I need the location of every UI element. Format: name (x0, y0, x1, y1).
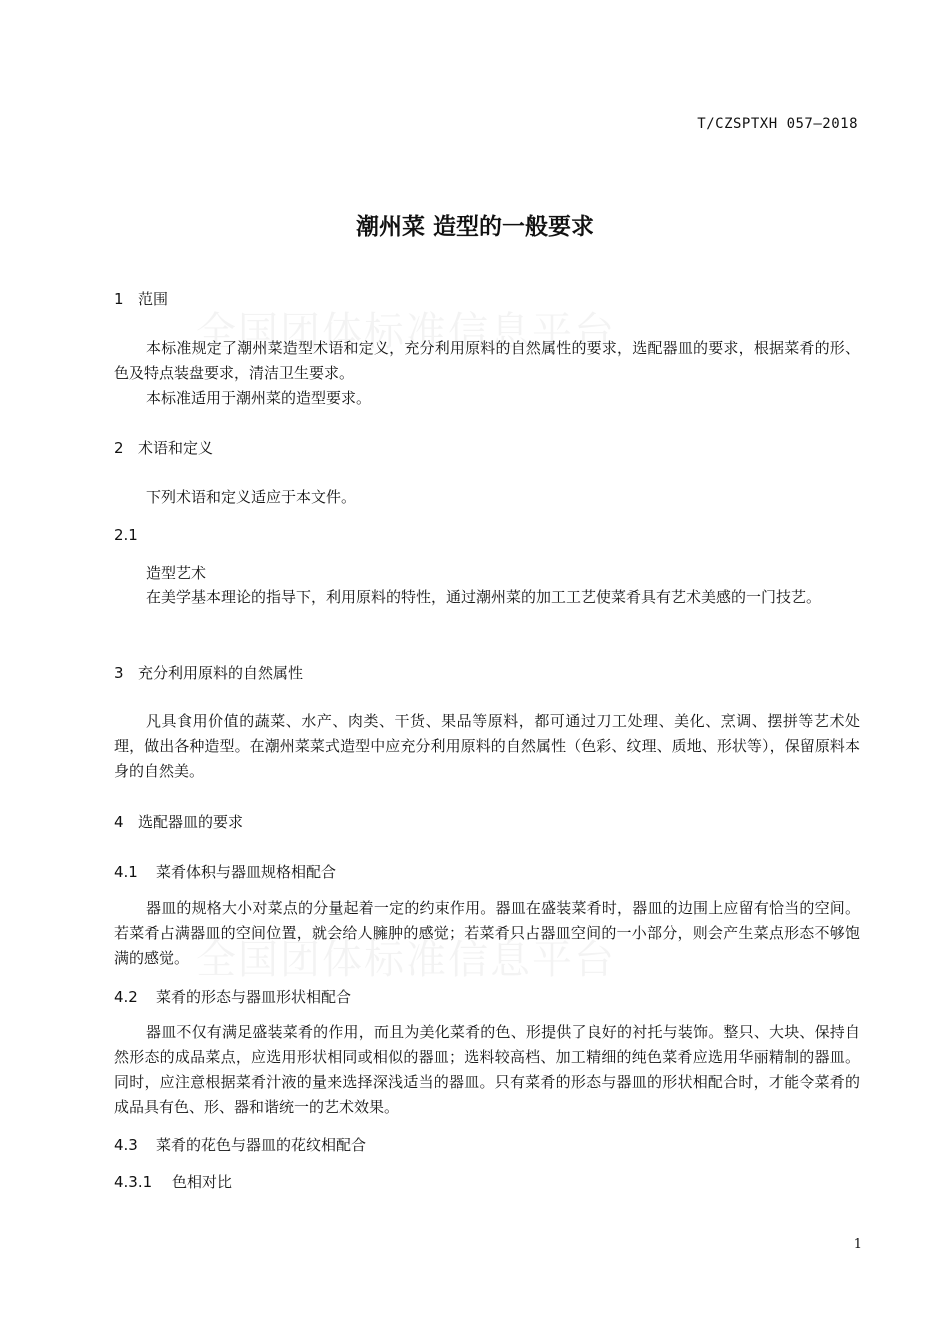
section-number: 4.3 (114, 1136, 138, 1154)
term-number-2-1: 2.1 (114, 526, 138, 544)
term-definition: 在美学基本理论的指导下，利用原料的特性，通过潮州菜的加工工艺使菜肴具有艺术美感的一门技艺。 (146, 588, 822, 606)
subsection-heading-4-2 (114, 986, 351, 1007)
paragraph: 本标准规定了潮州菜造型术语和定义，充分利用原料的自然属性的要求，选配器皿的要求，根据菜肴的形、色及特点装盘要求，清洁卫生要求。 (114, 339, 860, 382)
section-number: 4.2 (114, 988, 138, 1006)
section-number: 4.1 (114, 863, 138, 881)
section-title: 菜肴体积与器皿规格相配合 (156, 863, 337, 881)
paragraph: 本标准适用于潮州菜的造型要求。 (146, 389, 372, 407)
section-heading-2 (114, 437, 213, 458)
section-heading-1 (114, 288, 168, 309)
page-number: 1 (853, 1237, 862, 1252)
section-number: 4.3.1 (114, 1173, 153, 1191)
section-number: 3 (114, 664, 124, 682)
subsection-heading-4-3-1 (114, 1171, 232, 1192)
paragraph: 下列术语和定义适应于本文件。 (146, 488, 357, 506)
section-number: 4 (114, 813, 124, 831)
paragraph: 器皿的规格大小对菜点的分量起着一定的约束作用。器皿在盛装菜肴时，器皿的边围上应留有恰当的空间。若菜肴占满器皿的空间位置，就会给人臃肿的感觉；若菜肴只占器皿空间的一小部分，则会产生菜点形态不够饱满的感觉。 (114, 899, 860, 967)
section-title: 选配器皿的要求 (138, 813, 244, 831)
section-title: 充分利用原料的自然属性 (138, 664, 304, 682)
standard-code: T/CZSPTXH 057—2018 (697, 116, 858, 132)
page-title: 潮州菜 造型的一般要求 (355, 214, 594, 240)
section-heading-4 (114, 811, 243, 832)
subsection-heading-4-1 (114, 861, 336, 882)
paragraph: 器皿不仅有满足盛装菜肴的作用，而且为美化菜肴的色、形提供了良好的衬托与装饰。整只、大块、保持自然形态的成品菜点，应选用形状相同或相似的器皿；选料较高档、加工精细的纯色菜肴应选用华丽精制的器皿。同时，应注意根据菜肴汁液的量来选择深浅适当的器皿。只有菜肴的形态与器皿的形状相配合时，才能令菜肴的成品具有色、形、器和谐统一的艺术效果。 (114, 1023, 860, 1116)
section-number: 1 (114, 290, 124, 308)
subsection-heading-4-3 (114, 1134, 366, 1155)
section-title: 术语和定义 (138, 439, 214, 457)
section-title: 范围 (138, 290, 169, 308)
section-title: 菜肴的形态与器皿形状相配合 (156, 988, 352, 1006)
term-name: 造型艺术 (146, 564, 207, 582)
paragraph: 凡具食用价值的蔬菜、水产、肉类、干货、果品等原料，都可通过刀工处理、美化、烹调、摆拼等艺术处理，做出各种造型。在潮州菜菜式造型中应充分利用原料的自然属性（色彩、纹理、质地、形状等），保留原料本身的自然美。 (114, 712, 860, 780)
section-title: 色相对比 (172, 1173, 233, 1191)
section-number: 2 (114, 439, 124, 457)
section-heading-3 (114, 662, 303, 683)
section-title: 菜肴的花色与器皿的花纹相配合 (156, 1136, 367, 1154)
